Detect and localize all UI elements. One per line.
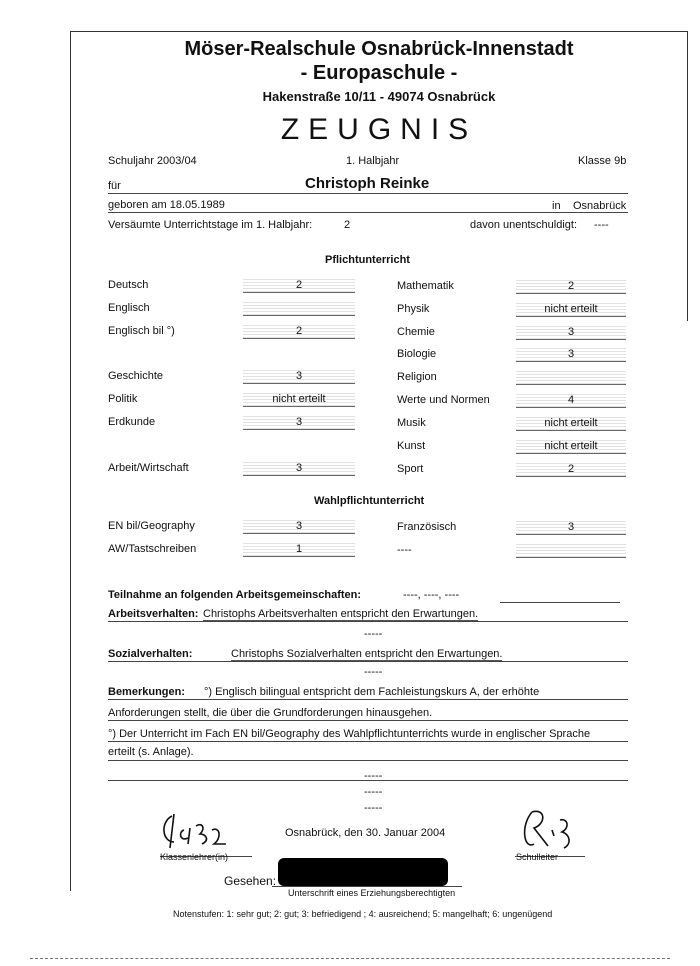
subject-politik: Politik: [108, 393, 138, 405]
grade-kunst: nicht erteilt: [516, 440, 626, 454]
versaeumt-label: Versäumte Unterrichtstage im 1. Halbjahr:: [108, 219, 313, 231]
subject-musik: Musik: [397, 417, 426, 429]
grade-wahl-empty: [516, 544, 626, 558]
gesehen-line: [272, 886, 462, 887]
gesehen-label: Gesehen:: [224, 874, 277, 888]
subject-kunst: Kunst: [397, 440, 426, 452]
grade-erdkunde: 3: [243, 416, 355, 430]
grade-politik: nicht erteilt: [243, 393, 355, 407]
page-title: ZEUGNIS: [280, 113, 478, 146]
bemerkungen-line1: °) Englisch bilingual entspricht dem Fachleistungskurs A, der erhöhte: [204, 686, 540, 698]
arbeitsverhalten-line: [108, 621, 628, 622]
subject-deutsch: Deutsch: [108, 279, 149, 291]
grade-aw-tastschreiben: 1: [243, 543, 355, 557]
bottom-rule: [30, 958, 670, 959]
place-date: Osnabrück, den 30. Januar 2004: [285, 827, 446, 839]
bemerkungen-label: Bemerkungen:: [108, 686, 186, 698]
grade-englisch-bil: 2: [243, 325, 355, 339]
klassenlehrer-signature: [150, 808, 250, 856]
subject-arbeit-wirtschaft: Arbeit/Wirtschaft: [108, 462, 189, 474]
subject-geschichte: Geschichte: [108, 370, 164, 382]
fuer-line: [108, 193, 628, 194]
unentschuldigt-value: ----: [594, 219, 609, 231]
school-subtitle: - Europaschule -: [300, 62, 458, 84]
schulleiter-label: Schulleiter: [516, 852, 559, 862]
sozialverhalten-label: Sozialverhalten:: [108, 648, 193, 660]
grade-musik: nicht erteilt: [516, 417, 626, 431]
arbeitsverhalten-label: Arbeitsverhalten:: [108, 608, 199, 620]
frame-left-line: [70, 31, 71, 891]
grade-sport: 2: [516, 463, 626, 477]
bemerkungen-rule2: [108, 720, 628, 721]
student-name: Christoph Reinke: [305, 175, 430, 192]
halbjahr: 1. Halbjahr: [346, 155, 400, 167]
klassenlehrer-label: Klassenlehrer(in): [160, 852, 229, 862]
subject-biologie: Biologie: [397, 348, 437, 360]
geboren: geboren am 18.05.1989: [108, 199, 225, 211]
bemerkungen-filler-1: -----: [364, 770, 383, 782]
subject-aw-tastschreiben: AW/Tastschreiben: [108, 543, 197, 555]
subject-werte-normen: Werte und Normen: [397, 394, 490, 406]
birthplace: Osnabrück: [573, 200, 627, 212]
grade-physik: nicht erteilt: [516, 303, 626, 317]
subject-mathematik: Mathematik: [397, 280, 454, 292]
unentschuldigt-label: davon unentschuldigt:: [470, 219, 578, 231]
versaeumt-value: 2: [344, 219, 351, 231]
schuljahr: Schuljahr 2003/04: [108, 155, 197, 167]
wahlpflicht-heading: Wahlpflichtunterricht: [314, 495, 425, 507]
grade-franzoesisch: 3: [516, 521, 626, 535]
klasse: Klasse 9b: [578, 155, 627, 167]
ag-line: [500, 602, 620, 603]
sozialverhalten-text: Christophs Sozialverhalten entspricht den Erwartungen.: [231, 648, 503, 660]
sozialverhalten-filler: -----: [364, 666, 383, 678]
arbeitsverhalten-text: Christophs Arbeitsverhalten entspricht den Erwartungen.: [203, 608, 479, 620]
school-name: Möser-Realschule Osnabrück-Innenstadt: [184, 38, 574, 60]
bemerkungen-line2: Anforderungen stellt, die über die Grundforderungen hinausgehen.: [108, 707, 433, 719]
unterschrift-label: Unterschrift eines Erziehungsberechtigten: [288, 888, 456, 898]
redaction-bar: [278, 858, 448, 886]
arbeitsverhalten-filler: -----: [364, 628, 383, 640]
frame-top-line: [70, 31, 688, 32]
subject-sport: Sport: [397, 463, 424, 475]
grade-biologie: 3: [516, 348, 626, 362]
ag-value: ----, ----, ----: [403, 589, 460, 601]
grade-religion: [516, 371, 626, 385]
subject-wahl-empty: ----: [397, 544, 412, 556]
bemerkungen-rule1: [108, 699, 628, 700]
bemerkungen-line3: °) Der Unterricht im Fach EN bil/Geography des Wahlpflichtunterrichts wurde in englischer Sprache: [108, 728, 591, 740]
subject-en-bil-geography: EN bil/Geography: [108, 520, 195, 532]
in-label: in: [552, 200, 561, 212]
subject-physik: Physik: [397, 303, 430, 315]
bemerkungen-filler-2: -----: [364, 786, 383, 798]
grade-arbeit-wirtschaft: 3: [243, 462, 355, 476]
subject-erdkunde: Erdkunde: [108, 416, 156, 428]
bemerkungen-line4: erteilt (s. Anlage).: [108, 746, 194, 758]
geboren-line: [108, 212, 628, 213]
grade-werte-normen: 4: [516, 394, 626, 408]
grade-geschichte: 3: [243, 370, 355, 384]
grade-englisch: [243, 302, 355, 316]
grade-chemie: 3: [516, 326, 626, 340]
bemerkungen-rule4: [108, 760, 628, 761]
subject-englisch-bil: Englisch bil °): [108, 325, 175, 337]
fuer-label: für: [108, 180, 121, 192]
bemerkungen-rule3: [108, 741, 628, 742]
subject-englisch: Englisch: [108, 302, 150, 314]
bemerkungen-filler-3: -----: [364, 802, 383, 814]
notenstufen: Notenstufen: 1: sehr gut; 2: gut; 3: befriedigend ; 4: ausreichend; 5: mangelhaft; 6: ungenügend: [173, 909, 553, 919]
school-address: Hakenstraße 10/11 - 49074 Osnabrück: [262, 89, 496, 104]
subject-franzoesisch: Französisch: [397, 521, 457, 533]
pflicht-heading: Pflichtunterricht: [325, 254, 410, 266]
schulleiter-signature: [512, 800, 592, 860]
subject-religion: Religion: [397, 371, 437, 383]
sozialverhalten-line: [108, 661, 628, 662]
grade-en-bil-geography: 3: [243, 520, 355, 534]
subject-chemie: Chemie: [397, 326, 435, 338]
grade-deutsch: 2: [243, 279, 355, 293]
grade-mathematik: 2: [516, 280, 626, 294]
ag-label: Teilnahme an folgenden Arbeitsgemeinschaften:: [108, 589, 362, 601]
